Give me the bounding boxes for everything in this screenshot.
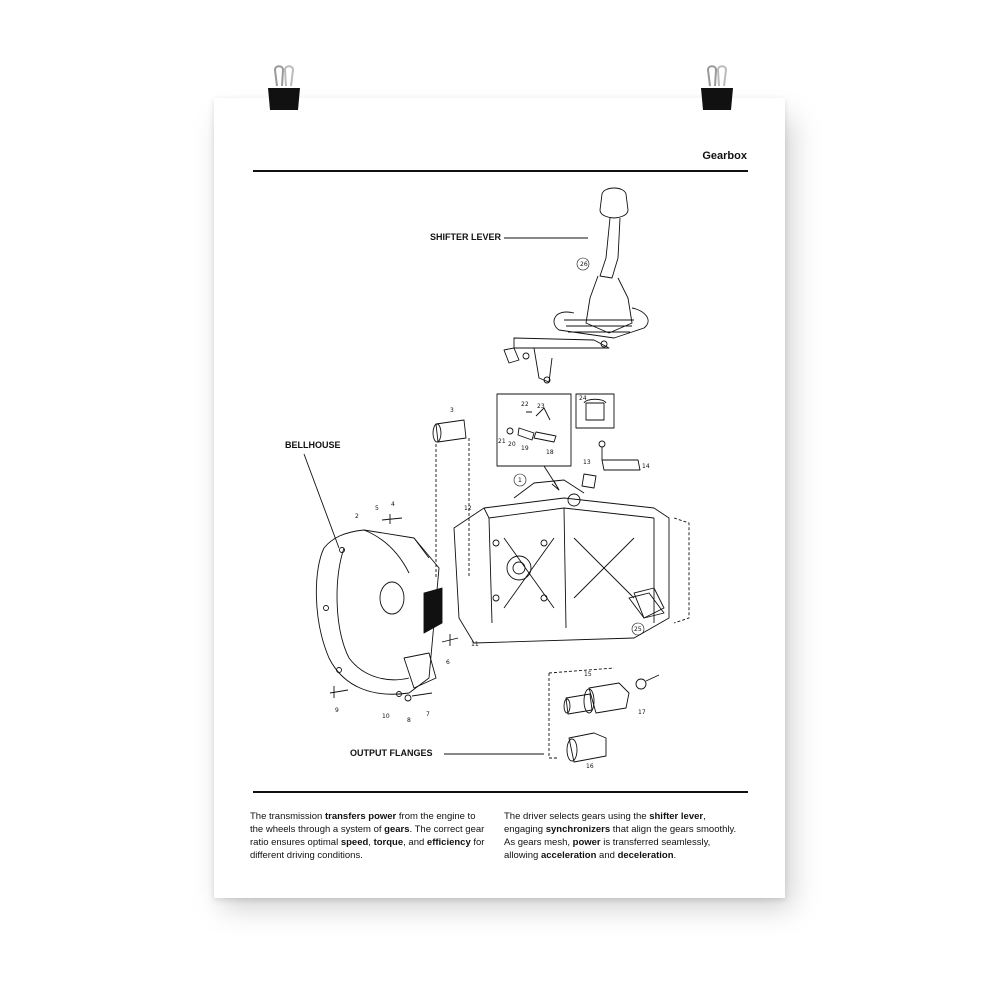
bellhouse-drawing: [316, 530, 442, 697]
description-run: synchronizers: [545, 824, 611, 835]
part-number-22: 22: [521, 401, 529, 408]
part-number-11: 11: [471, 641, 479, 648]
part-number-21: 21: [498, 438, 506, 445]
description-run: . The correct gear ratio ensures optimal: [250, 824, 485, 848]
part-number-10: 10: [382, 713, 390, 720]
part-number-4: 4: [391, 501, 395, 508]
shifter-lever-drawing: [504, 188, 648, 383]
part-number-23: 23: [537, 403, 545, 410]
description-run: speed: [340, 837, 369, 848]
gearbox-case-drawing: [454, 480, 689, 643]
description-run: shifter lever: [649, 811, 704, 822]
callout-bellhouse: BELLHOUSE: [285, 440, 341, 450]
part-number-3: 3: [450, 407, 454, 414]
description-run: transfers power: [324, 811, 397, 822]
part-number-20: 20: [508, 441, 516, 448]
part-number-13: 13: [583, 459, 591, 466]
description-run: ,: [368, 837, 374, 848]
description-run: , engaging: [504, 811, 706, 835]
part-number-16: 16: [586, 763, 594, 770]
part-number-1: 1: [518, 477, 522, 484]
output-flange-drawing: [564, 675, 659, 762]
description-left: [250, 810, 490, 862]
detail-arrow: [544, 466, 559, 490]
description-run: and: [596, 850, 618, 861]
description-run: gears: [384, 824, 410, 835]
description-run: The driver selects gears using the: [504, 811, 650, 822]
bellhouse-leader: [304, 454, 339, 548]
callout-shifter-lever: SHIFTER LEVER: [430, 232, 502, 242]
part-number-12: 12: [464, 505, 472, 512]
description-run: for different driving conditions.: [250, 837, 485, 861]
bottom-rule: [253, 791, 748, 793]
description-run: The transmission: [250, 811, 325, 822]
description-run: efficiency: [426, 837, 471, 848]
description-run: from the engine to the wheels through a system of: [250, 811, 476, 835]
part-number-18: 18: [546, 449, 554, 456]
part-number-9: 9: [335, 707, 339, 714]
description-right: [504, 810, 744, 862]
part-number-19: 19: [521, 445, 529, 452]
part-number-labels: [335, 258, 650, 770]
detail-box-outline: [497, 394, 571, 466]
description-run: acceleration: [540, 850, 597, 861]
description-run: power: [572, 837, 601, 848]
description-run: that align the gears smoothly. As gears mesh,: [504, 824, 737, 848]
poster-title: Gearbox: [702, 150, 747, 162]
part-number-25: 25: [634, 626, 642, 633]
part-number-14: 14: [642, 463, 650, 470]
poster: [214, 98, 785, 898]
part-number-6: 6: [446, 659, 450, 666]
description-run: deceleration: [617, 850, 674, 861]
description-run: is transferred seamlessly, allowing: [504, 837, 711, 861]
description-run: torque: [373, 837, 404, 848]
description-run: .: [673, 850, 677, 861]
part-number-2: 2: [355, 513, 359, 520]
part-number-7: 7: [426, 711, 430, 718]
part-number-26: 26: [580, 261, 588, 268]
binder-clip-right: [698, 64, 736, 112]
description-run: , and: [403, 837, 427, 848]
callout-output-flanges: OUTPUT FLANGES: [350, 748, 433, 758]
part-number-5: 5: [375, 505, 379, 512]
part-number-24: 24: [579, 395, 587, 402]
part-number-8: 8: [407, 717, 411, 724]
part-number-15: 15: [584, 671, 592, 678]
binder-clip-left: [265, 64, 303, 112]
part-number-17: 17: [638, 709, 646, 716]
